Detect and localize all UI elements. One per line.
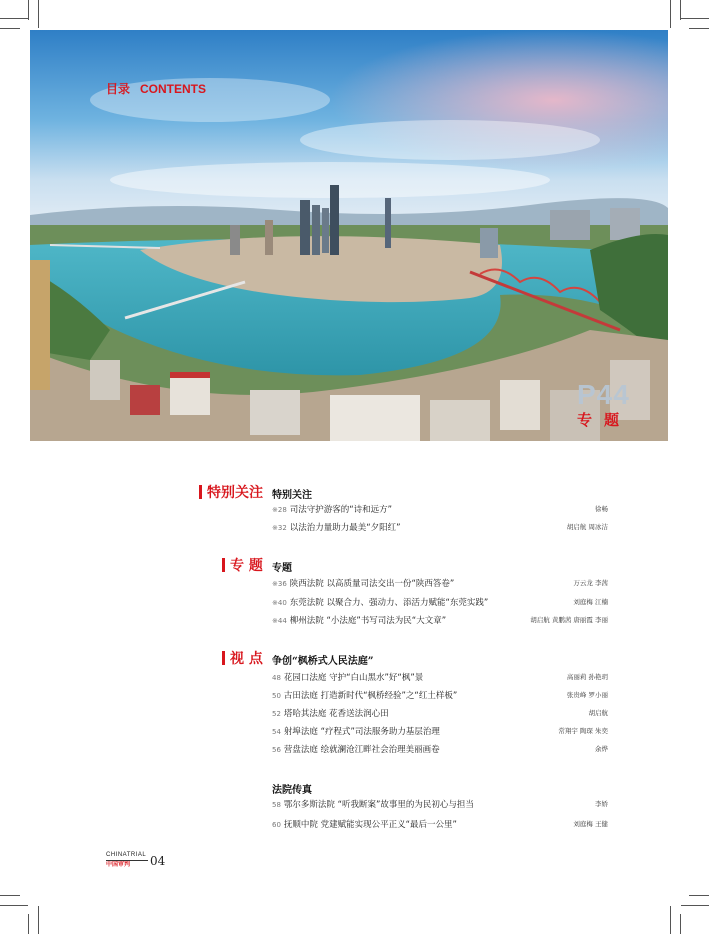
crop-mark [28, 914, 29, 934]
crop-mark [689, 28, 709, 29]
toc-item[interactable] [272, 596, 608, 614]
cover-page-number: P44 [577, 379, 630, 410]
toc-title: 司法守护游客的“诗和远方” [289, 505, 393, 515]
toc-title: 以法治力量助力最美“夕阳红” [289, 523, 401, 533]
section-subtitle: 特别关注 [272, 490, 312, 501]
section-subtitle: 争创“枫桥式人民法庭” [272, 656, 374, 667]
crop-mark [689, 895, 709, 896]
toc-title: 柳州法院 “小法庭”书写司法为民“大文章” [289, 616, 447, 626]
page-footer [106, 852, 166, 868]
toc-author: 高丽莉 孙艳玥 [566, 673, 608, 681]
toc-author: 徐畅 [595, 505, 608, 513]
toc-author: 胡启航 黄鹏茜 唐丽霞 李丽 [530, 616, 608, 624]
toc-page-num: 56 [272, 746, 281, 754]
crop-mark [0, 895, 20, 896]
toc-item[interactable] [272, 671, 608, 689]
toc-title: 鄂尔多斯法院 “听我断案”故事里的为民初心与担当 [283, 800, 474, 810]
crop-mark [38, 0, 39, 28]
toc-page-num: 60 [272, 821, 281, 829]
section-bar [222, 558, 225, 572]
contents-header-cn: 目录 [106, 82, 131, 96]
brand-name-cn: 中国审判 [106, 861, 131, 868]
toc-title: 营盘法庭 绘就澜沧江畔社会治理美丽画卷 [283, 745, 440, 755]
footer-rule [106, 860, 148, 861]
toc-author: 胡启航 [588, 709, 608, 717]
toc-page-num: ※40 [272, 599, 287, 607]
crop-mark [680, 0, 681, 20]
toc-item[interactable] [272, 614, 608, 632]
crop-mark [0, 905, 28, 906]
section-bar [222, 651, 225, 665]
toc-author: 李娇 [595, 800, 608, 808]
contents-header [106, 80, 216, 97]
crop-mark [0, 28, 20, 29]
crop-mark [38, 906, 39, 934]
toc-author: 张贵峰 罗小丽 [566, 691, 608, 699]
toc-author: 万云龙 李茜 [573, 579, 608, 587]
toc-title: 射埠法庭 “疗程式”司法服务助力基层治理 [283, 727, 440, 737]
section-label [222, 648, 263, 668]
toc-author: 余烨 [595, 745, 608, 753]
section-subtitle: 专题 [272, 563, 292, 574]
toc-item[interactable] [272, 689, 608, 707]
toc-page-num: ※44 [272, 617, 287, 625]
toc-author: 刘庭梅 江楠 [573, 598, 608, 606]
toc-item[interactable] [272, 725, 608, 743]
page-number: 04 [150, 854, 166, 868]
toc-item[interactable] [272, 521, 608, 539]
crop-mark [670, 906, 671, 934]
toc-item[interactable] [272, 503, 608, 521]
crop-mark [28, 0, 29, 20]
brand-name-en: CHINATRIAL [106, 852, 147, 858]
toc-item[interactable] [272, 577, 608, 595]
section-label-text: 视 点 [230, 651, 263, 667]
toc-title: 抚顺中院 党建赋能实现公平正义“最后一公里” [283, 820, 457, 830]
crop-mark [681, 905, 709, 906]
cover-page-tag [577, 381, 673, 430]
section-subtitle: 法院传真 [272, 785, 312, 796]
toc-page-num: 52 [272, 710, 281, 718]
toc-page-num: ※28 [272, 506, 287, 514]
toc-page-num: ※32 [272, 524, 287, 532]
toc-item[interactable] [272, 818, 608, 836]
toc-author: 常翔宇 陶琛 朱奕 [558, 727, 608, 735]
section-label [222, 555, 263, 575]
toc-page-num: ※36 [272, 580, 287, 588]
crop-mark [680, 914, 681, 934]
contents-header-en: CONTENTS [140, 82, 207, 96]
crop-mark [670, 0, 671, 28]
toc-item[interactable] [272, 743, 608, 761]
crop-mark [0, 18, 28, 19]
section-label [199, 482, 263, 502]
toc-page-num: 54 [272, 728, 281, 736]
crop-mark [681, 18, 709, 19]
toc-title: 陕西法院 以高质量司法交出一份“陕西答卷” [289, 579, 455, 589]
section-label-text: 专 题 [230, 558, 263, 574]
cover-page-label: 专题 [577, 411, 632, 429]
toc-title: 古田法庭 打造新时代“枫桥经验”之“红土样板” [283, 691, 458, 701]
section-bar [199, 485, 202, 499]
toc-title: 东莞法院 以聚合力、强动力、添活力赋能“东莞实践” [289, 598, 489, 608]
toc-page-num: 58 [272, 801, 281, 809]
toc-item[interactable] [272, 798, 608, 816]
toc-title: 塔哈其法庭 花香送法润心田 [283, 709, 389, 719]
toc-page-num: 50 [272, 692, 281, 700]
toc-author: 刘庭梅 王健 [573, 820, 608, 828]
toc-author: 胡启航 周冰洁 [566, 523, 608, 531]
toc-title: 花园口法庭 守护“白山黑水”好“枫”景 [283, 673, 424, 683]
section-label-text: 特别关注 [207, 485, 263, 501]
toc-page-num: 48 [272, 674, 281, 682]
toc-item[interactable] [272, 707, 608, 725]
